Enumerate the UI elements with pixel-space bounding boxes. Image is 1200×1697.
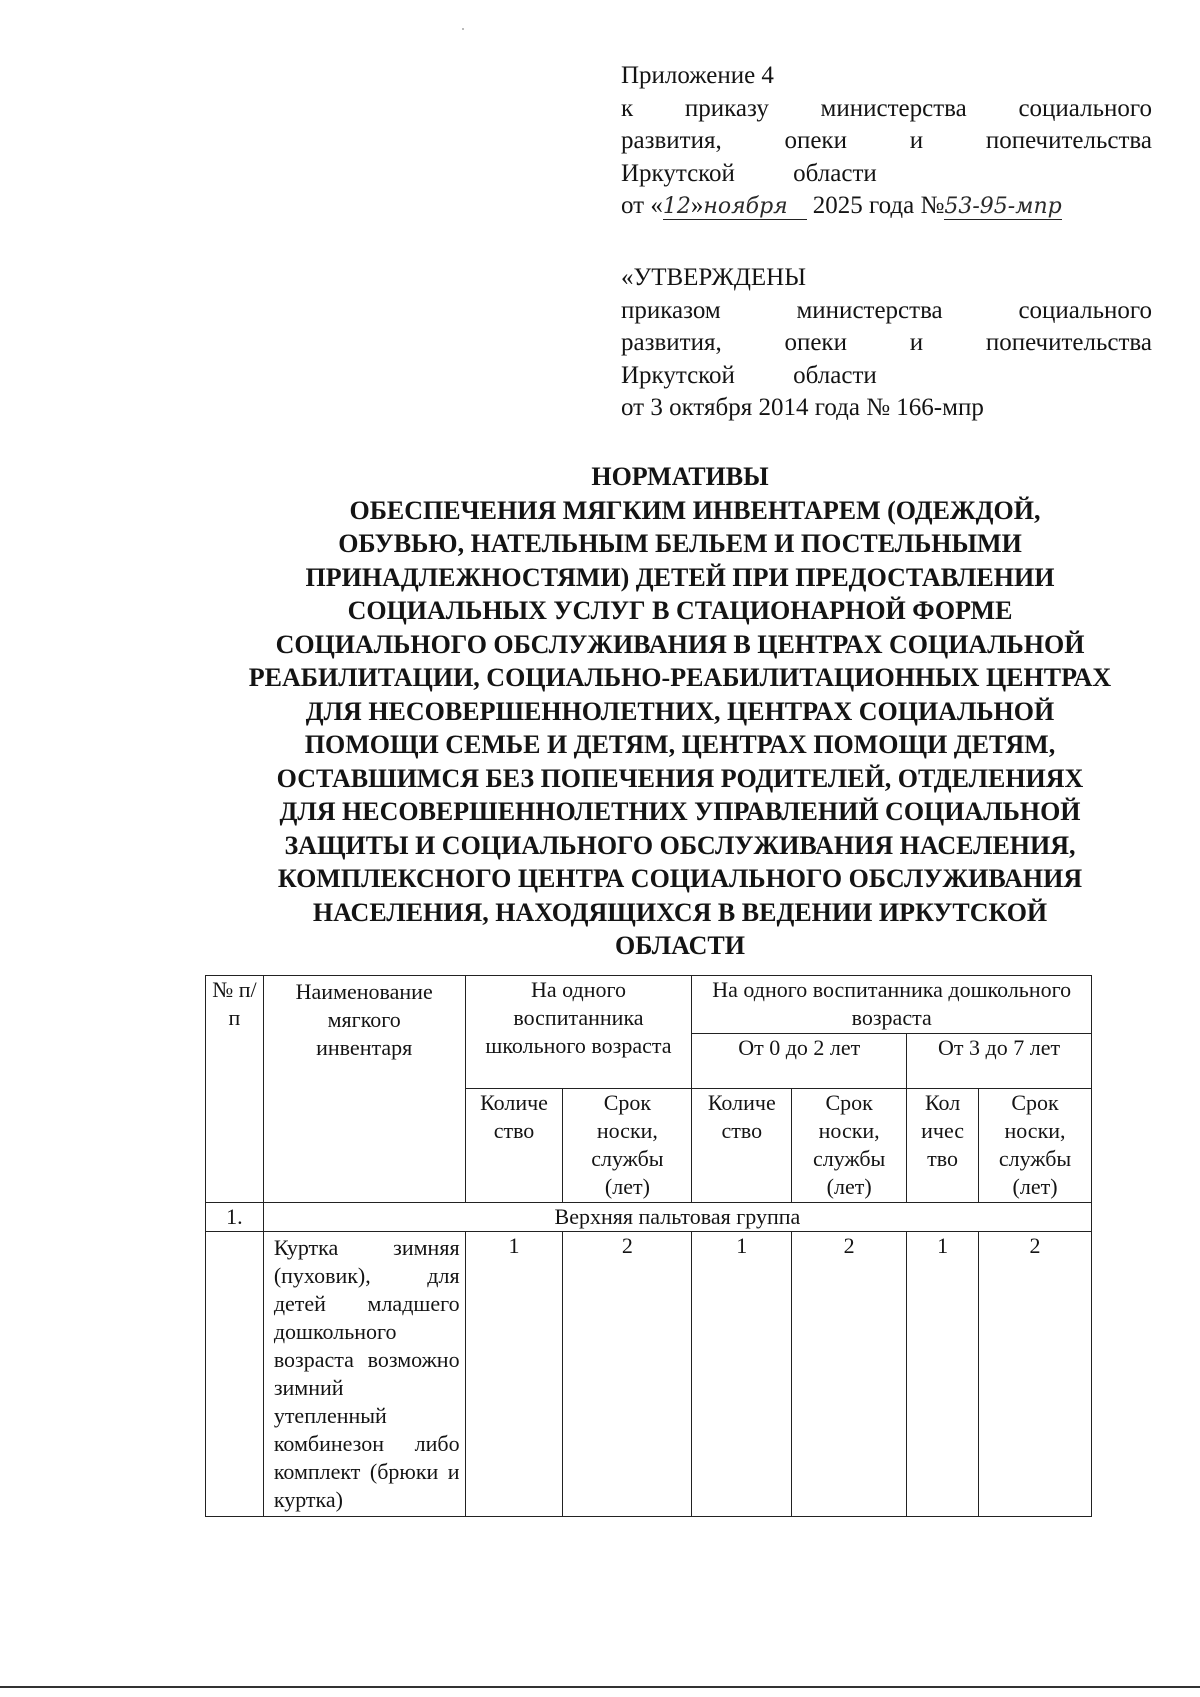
approved-date-line: от 3 октября 2014 года № 166-мпр [621,394,984,421]
cell-age37-quantity: 1 [907,1232,979,1517]
table-row [206,1232,1092,1517]
date-year: 2025 года № [812,192,945,219]
title-line: СОЦИАЛЬНЫХ УСЛУГ В СТАЦИОНАРНОЙ ФОРМЕ [347,596,1013,625]
appendix-order-line: к приказу министерства социального [621,94,1152,122]
document-title [200,460,1160,963]
header-num: № п/п [206,976,264,1203]
approved-ministry-line: развития, опеки и попечительства [621,329,1152,356]
table-section-row [206,1203,1092,1232]
header-school-age: На одного воспитанника школьного возраста [465,976,692,1089]
approved-region-line: Иркутской области [621,361,877,389]
cell-age02-term: 2 [792,1232,907,1517]
header-quantity: Количе ство [692,1089,792,1203]
date-quote: » [690,192,704,219]
title-line: ЗАЩИТЫ И СОЦИАЛЬНОГО ОБСЛУЖИВАНИЯ НАСЕЛЕНИЯ, [284,830,1076,860]
appendix-number: Приложение 4 [621,62,774,89]
approved-order-line: приказом министерства социального [621,296,1152,324]
item-name: Куртка зимняя (пуховик), для детей младшего дошкольного возраста возможно зимний утепленный комбинезон либо комплект (брюки и куртка) [263,1232,465,1517]
cell-school-term: 2 [563,1232,692,1517]
section-title: Верхняя пальтовая группа [263,1203,1091,1232]
cell-age37-term: 2 [979,1232,1092,1517]
handwritten-month: ноября [703,194,788,219]
handwritten-day: 12 [662,194,691,219]
approved-heading: «УТВЕРЖДЕНЫ [621,264,807,291]
title-line: ОБУВЬЮ, НАТЕЛЬНЫМ БЕЛЬЕМ И ПОСТЕЛЬНЫМИ [338,529,1022,558]
title-line: ПРИНАДЛЕЖНОСТЯМИ) ДЕТЕЙ ПРИ ПРЕДОСТАВЛЕНИИ [305,562,1055,592]
appendix-date-line [621,190,1152,223]
scan-edge-line [0,1686,1200,1688]
title-line: КОМПЛЕКСНОГО ЦЕНТРА СОЦИАЛЬНОГО ОБСЛУЖИВАНИЯ [277,864,1083,893]
title-line: НОРМАТИВЫ [591,462,769,491]
appendix-ministry-line: развития, опеки и попечительства [621,127,1152,154]
cell-age02-quantity: 1 [692,1232,792,1517]
title-line: РЕАБИЛИТАЦИИ, СОЦИАЛЬНО-РЕАБИЛИТАЦИОННЫХ ЦЕНТРАХ [248,663,1112,692]
title-line: ПОМОЩИ СЕМЬЕ И ДЕТЯМ, ЦЕНТРАХ ПОМОЩИ ДЕТЯМ, [304,730,1056,759]
title-line: СОЦИАЛЬНОГО ОБСЛУЖИВАНИЯ В ЦЕНТРАХ СОЦИАЛЬНОЙ [275,629,1085,659]
date-prefix: от « [621,192,663,219]
section-number: 1. [206,1203,264,1232]
table-header-row [206,976,1092,1034]
header-wear-term: Срок носки, службы (лет) [563,1089,692,1203]
appendix-region-line: Иркутской области [621,159,877,187]
row-number [206,1232,264,1517]
title-line: ДЛЯ НЕСОВЕРШЕННОЛЕТНИХ УПРАВЛЕНИЙ СОЦИАЛЬНОЙ [279,797,1081,826]
header-age-0-2: От 0 до 2 лет [692,1034,907,1089]
header-name: Наименование мягкого инвентаря [263,976,465,1203]
title-line: НАСЕЛЕНИЯ, НАХОДЯЩИХСЯ В ВЕДЕНИИ ИРКУТСКОЙ [312,897,1048,927]
scan-speck [462,28,464,30]
cell-school-quantity: 1 [465,1232,563,1517]
title-line: ОБЛАСТИ [615,931,745,960]
title-line: ОСТАВШИМСЯ БЕЗ ПОПЕЧЕНИЯ РОДИТЕЛЕЙ, ОТДЕЛЕНИЯХ [276,763,1084,793]
norms-table [205,975,1092,1517]
approved-reference [621,262,1152,425]
title-line: ДЛЯ НЕСОВЕРШЕННОЛЕТНИХ, ЦЕНТРАХ СОЦИАЛЬНОЙ [305,696,1055,726]
title-line: ОБЕСПЕЧЕНИЯ МЯГКИМ ИНВЕНТАРЕМ (ОДЕЖДОЙ, [349,495,1041,525]
handwritten-number-field [944,194,1061,220]
appendix-reference [621,60,1152,223]
handwritten-date-field [663,194,807,220]
handwritten-order-number: 53-95-мпр [944,194,1062,219]
header-wear-term: Срок носки, службы (лет) [792,1089,907,1203]
header-age-3-7: От 3 до 7 лет [907,1034,1092,1089]
header-quantity: Количе ство [465,1089,563,1203]
header-quantity: Кол ичес тво [907,1089,979,1203]
header-wear-term: Срок носки, службы (лет) [979,1089,1092,1203]
header-preschool-age: На одного воспитанника дошкольного возраста [692,976,1092,1034]
